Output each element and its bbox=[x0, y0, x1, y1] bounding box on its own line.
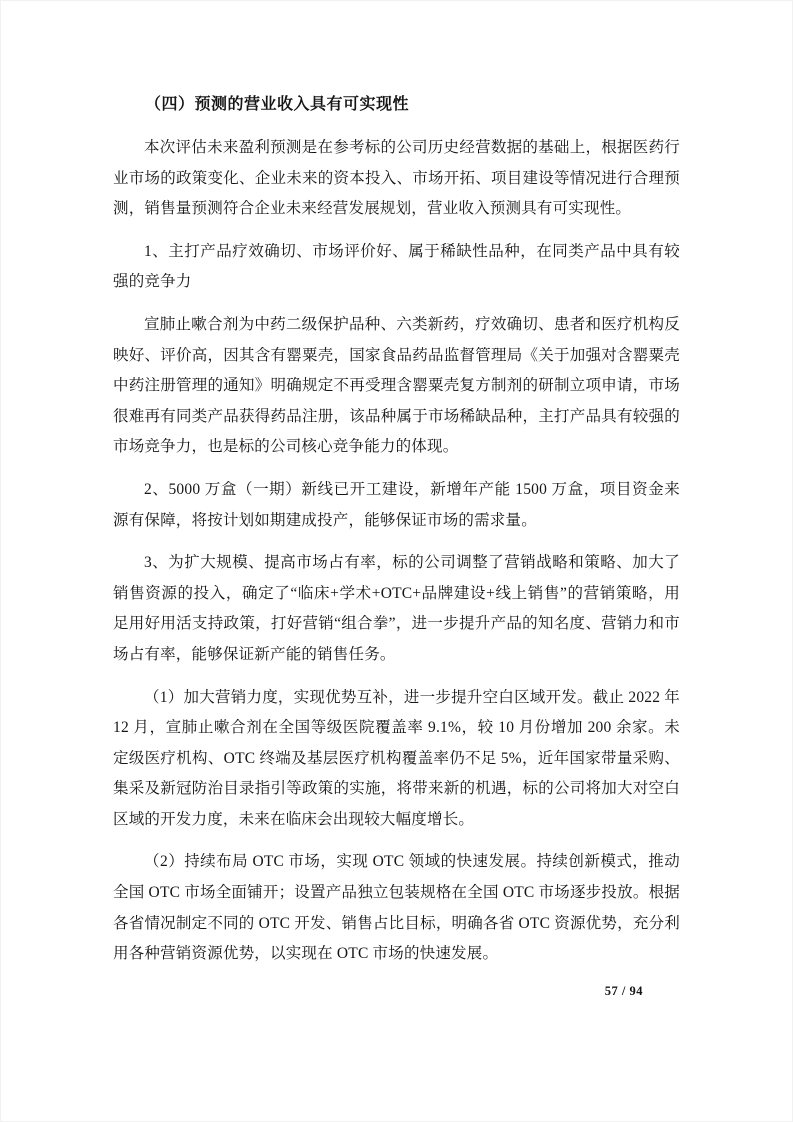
paragraph-item-3: 3、为扩大规模、提高市场占有率，标的公司调整了营销战略和策略、加大了销售资源的投入，确定了“临床+学术+OTC+品牌建设+线上销售”的营销策略，用足用好用活支持政策，打好营销“组合拳”，进一步提升产品的知名度、营销力和市场占有率，能够保证新产能的销售任务。 bbox=[113, 554, 680, 663]
paragraph-item-1: 1、主打产品疗效确切、市场评价好、属于稀缺性品种，在同类产品中具有较强的竞争力 bbox=[113, 242, 680, 291]
paragraph-subitem-2: （2）持续布局 OTC 市场，实现 OTC 领域的快速发展。持续创新模式，推动全国 OTC 市场全面铺开；设置产品独立包装规格在全国 OTC 市场逐步投放。根据各省情况制定不同的 OTC 开发、销售占比目标，明确各省 OTC 资源优势，充分利用各种营销资源优势，以实现在 OTC 市场的快速发展。 bbox=[113, 853, 680, 963]
paragraph-item-2: 2、5000 万盒（一期）新线已开工建设，新增年产能 1500 万盒，项目资金来源有保障，将按计划如期建成投产，能够保证市场的需求量。 bbox=[113, 480, 680, 529]
section-heading: （四）预测的营业收入具有可实现性 bbox=[145, 96, 410, 113]
paragraph-item-1-detail: 宣肺止嗽合剂为中药二级保护品种、六类新药，疗效确切、患者和医疗机构反映好、评价高，因其含有罂粟壳，国家食品药品监督管理局《关于加强对含罂粟壳中药注册管理的通知》明确规定不再受理含罂粟壳复方制剂的研制立项申请，市场很难再有同类产品获得药品注册，该品种属于市场稀缺品种，主打产品具有较强的市场竞争力，也是标的公司核心竞争能力的体现。 bbox=[113, 315, 680, 456]
paragraph-intro: 本次评估未来盈利预测是在参考标的公司历史经营数据的基础上，根据医药行业市场的政策变化、企业未来的资本投入、市场开拓、项目建设等情况进行合理预测，销售量预测符合企业未来经营发展规划，营业收入预测具有可实现性。 bbox=[113, 139, 680, 218]
paragraph-subitem-1: （1）加大营销力度，实现优势互补，进一步提升空白区域开发。截止 2022 年 12 月，宣肺止嗽合剂在全国等级医院覆盖率 9.1%，较 10 月份增加 200 余家。未定级医疗机构、OTC 终端及基层医疗机构覆盖率仍不足 5%，近年国家带量采购、集采及新冠防治目录指引等政策的实施，将带来新的机遇，标的公司将加大对空白区域的开发力度，未来在临床会出现较大幅度增长。 bbox=[113, 688, 680, 828]
page-number: 57 / 94 bbox=[604, 984, 643, 998]
